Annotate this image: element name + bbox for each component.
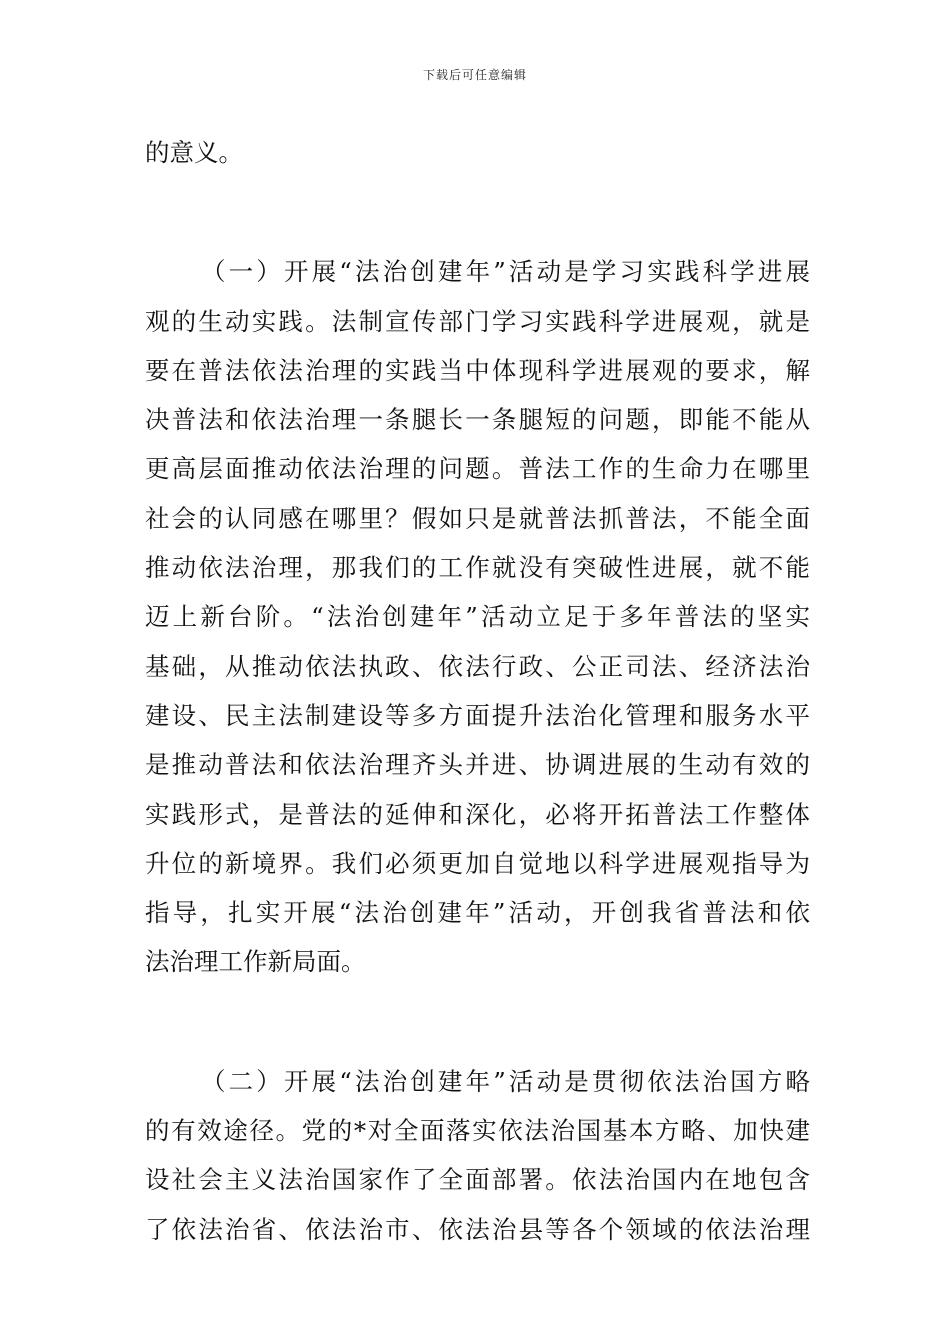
paragraph-line: 基础，从推动依法执政、依法行政、公正司法、经济法治: [145, 651, 810, 681]
paragraph-line: 升位的新境界。我们必须更加自觉地以科学进展观指导为: [145, 848, 810, 878]
paragraph-line: 观的生动实践。法制宣传部门学习实践科学进展观，就是: [145, 306, 810, 336]
paragraph-line: （二）开展“法治创建年”活动是贯彻依法治国方略: [201, 1066, 810, 1096]
page-header-note: 下载后可任意编辑: [422, 68, 527, 82]
paragraph-line: 的有效途径。党的*对全面落实依法治国基本方略、加快建: [145, 1116, 810, 1146]
carryover-line: 的意义。: [145, 138, 243, 167]
paragraph-line: 推动依法治理，那我们的工作就没有突破性进展，就不能: [145, 553, 810, 583]
paragraph-line: 指导，扎实开展“法治创建年”活动，开创我省普法和依: [145, 898, 810, 928]
paragraph-line: 设社会主义法治国家作了全面部署。依法治国内在地包含: [145, 1165, 810, 1195]
paragraph-line: 要在普法依法治理的实践当中体现科学进展观的要求，解: [145, 355, 810, 385]
paragraph-line: 更高层面推动依法治理的问题。普法工作的生命力在哪里: [145, 454, 810, 484]
paragraph-line: 建设、民主法制建设等多方面提升法治化管理和服务水平: [145, 700, 810, 730]
paragraph-line: 社会的认同感在哪里？假如只是就普法抓普法，不能全面: [145, 503, 810, 533]
paragraph-line: （一）开展“法治创建年”活动是学习实践科学进展: [201, 257, 810, 287]
paragraph-1: [145, 247, 810, 986]
paragraph-line: 法治理工作新局面。: [145, 947, 366, 977]
paragraph-2: [145, 1057, 810, 1254]
paragraph-line: 是推动普法和依法治理齐头并进、协调进展的生动有效的: [145, 750, 810, 780]
paragraph-gap: [145, 177, 810, 247]
paragraph-line: 决普法和依法治理一条腿长一条腿短的问题，即能不能从: [145, 405, 810, 435]
paragraph-gap: [145, 987, 810, 1057]
paragraph-line: 迈上新台阶。“法治创建年”活动立足于多年普法的坚实: [145, 602, 810, 632]
document-body: [145, 128, 810, 1254]
paragraph-line: 了依法治省、依法治市、依法治县等各个领域的依法治理: [145, 1214, 810, 1244]
paragraph-line: 实践形式，是普法的延伸和深化，必将开拓普法工作整体: [145, 799, 810, 829]
